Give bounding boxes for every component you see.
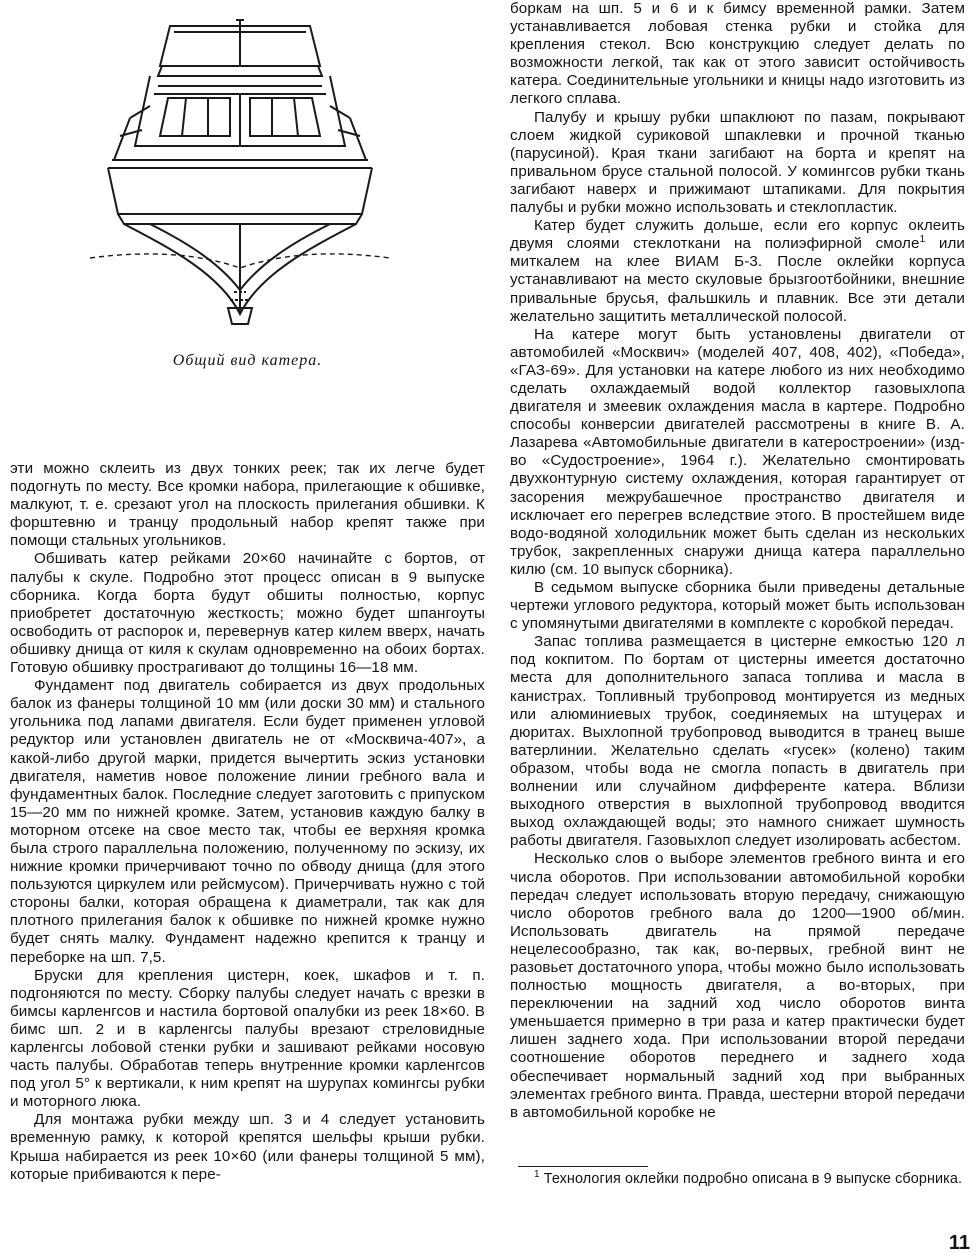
footnote-reference: 1 xyxy=(919,234,926,246)
right-paragraph-2: Палубу и крышу рубки шпаклюют по пазам, покрывают слоем жидкой суриковой шпаклевки и прочной тканью (парусиной). Края ткани загибают на борта и крепят на привальном брусе стальной полосой. У комингсов рубки ткань загибают наверх и прижимают штапиками. Для покрытия палубы и рубки можно использовать и стеклопластик. xyxy=(510,108,965,217)
right-paragraph-7: Несколько слов о выборе элементов гребного винта и его числа оборотов. При использовании автомобильной коробки передач следует использовать вторую передачу, снижающую число оборотов гребного вала до 1200—1900 об/мин. Использовать двигатель на прямой передаче нецелесообразно, так как, во-первых, гребной винт не разовьет достаточного упора, чтобы можно было использовать полностью мощность двигателя, а во-вторых, при переключении на задний ход число оборотов винта уменьшается примерно в три раза и катер практически будет лишен заднего хода. При использовании второй передачи соотношение оборотов переднего и заднего хода обеспечивает нормальный задний ход при выбранных элементах гребного винта. Правда, шестерни второй передачи в автомобильной коробке не xyxy=(510,850,965,1121)
right-paragraph-3 xyxy=(510,217,965,326)
footnote-mark: 1 xyxy=(534,1169,540,1181)
boat-front-view-drawing xyxy=(90,18,390,328)
left-paragraph-4: Бруски для крепления цистерн, коек, шкафов и т. п. подгоняются по месту. Сборку палубы следует начать с врезки в бимсы карленгсов и настила бортовой опалубки из реек 18×60. В бимс шп. 2 и в карленгсы палубы врезают стреловидные карленгсы лобовой стенки рубки и зашивают рейками носовую часть палубы. Обработав теперь внутренние кромки карленгсов под угол 5° к вертикали, к ним крепят на шурупах комингсы рубки и моторного люка. xyxy=(10,966,485,1111)
left-column xyxy=(10,0,485,1184)
figure-caption: Общий вид катера. xyxy=(172,352,323,369)
footnote-divider xyxy=(518,1166,648,1167)
footnote-text: Технология оклейки подробно описана в 9 выпуске сборника. xyxy=(539,1170,963,1187)
boat-figure xyxy=(10,0,485,460)
left-paragraph-3: Фундамент под двигатель собирается из двух продольных балок из фанеры толщиной 10 мм (или доски 30 мм) и стального угольника под лапами двигателя. Если будет применен угловой редуктор или установлен двигатель не от «Москвича-407», а какой-либо другой марки, придется вычертить эскиз установки двигателя, наметив новое положение линии гребного вала и фундаментных балок. Последние следует заготовить с припуском 15—20 мм по нижней кромке. Затем, установив каждую балку в моторном отсеке на свое место так, чтобы ее верхняя кромка была строго параллельна положению, полученному по эскизу, их нижние кромки причерчивают точно по обводу днища (для этого пользуются циркулем или рейсмусом). Причерчивать нужно с той стороны балки, которая обращена к диаметрали, так как для плотного прилегания балок к обшивке по нижней кромке нужно будет снять малку. Фундамент надежно крепится к транцу и переборке на шп. 7,5. xyxy=(10,677,485,966)
right-paragraph-6: Запас топлива размещается в цистерне емкостью 120 л под кокпитом. По бортам от цистерны имеется достаточно места для дополнительного запаса топлива и масла в канистрах. Топливный трубопровод монтируется из медных или алюминиевых трубок, соединяемых на штуцерах и дюритах. Выхлопной трубопровод выводится в транец выше ватерлинии. Желательно сделать «гусек» (колено) таким образом, чтобы вода не смогла попасть в двигатель при волнении или случайном дифференте катера. Вблизи выходного отверстия в выхлопной трубопровод вводится выход охлаждающей воды; это намного снижает шумность работы двигателя. Газовыхлоп следует изолировать асбестом. xyxy=(510,633,965,850)
right-paragraph-3-text-a: Катер будет служить дольше, если его корпус оклеить двумя слоями стеклоткани на полиэфирной смоле xyxy=(510,217,965,253)
left-paragraph-1: эти можно склеить из двух тонких реек; так их легче будет подогнуть по месту. Все кромки набора, прилегающие к обшивке, малкуют, т. е. срезают угол на плоскость прилегания обшивки. К форштевню и транцу продольный набор крепят также при помощи стальных угольников. xyxy=(10,460,485,550)
left-paragraph-5: Для монтажа рубки между шп. 3 и 4 следует установить временную рамку, к которой крепятся шельфы крыши рубки. Крыша набирается из реек 10×60 (или фанеры толщиной 5 мм), которые прибиваются к пере- xyxy=(10,1111,485,1183)
right-paragraph-3-text-b: или миткалем на клее ВИАМ Б-3. После оклейки корпуса устанавливают на место скуловые брызгоотбойники, внешние привальные брусья, фальшкиль и плавник. Все эти детали желательно защитить металлической полосой. xyxy=(510,235,965,325)
left-paragraph-2: Обшивать катер рейками 20×60 начинайте с бортов, от палубы к скуле. Подробно этот процесс описан в 9 выпуске сборника. Когда борта будут обшиты полностью, корпус приобретет достаточную жесткость; можно будет шпангоуты освободить от распорок и, перевернув катер килем вверх, начать обшивку днища от киля к скулам одновременно на обоих бортах. Готовую обшивку прострагивают до толщины 16—18 мм. xyxy=(10,550,485,677)
footnote xyxy=(510,1171,965,1189)
right-column xyxy=(510,0,965,1188)
right-paragraph-5: В седьмом выпуске сборника были приведены детальные чертежи углового редуктора, который может быть использован с упомянутыми двигателями в комплекте с коробкой передач. xyxy=(510,579,965,633)
right-paragraph-1: боркам на шп. 5 и 6 и к бимсу временной рамки. Затем устанавливается лобовая стенка рубки и стойка для крепления стекол. Всю конструкцию следует делать по возможности легкой, так как от этого зависит остойчивость катера. Соединительные угольники и кницы надо изготовить из легкого сплава. xyxy=(510,0,965,108)
right-paragraph-4: На катере могут быть установлены двигатели от автомобилей «Москвич» (моделей 407, 408, 402), «Победа», «ГАЗ-69». Для установки на катере любого из них необходимо сделать охлаждаемый водой коллектор газовыхлопа двигателя и змеевик охлаждения масла в картере. Подробно способы конверсии двигателей рассмотрены в книге В. А. Лазарева «Автомобильные двигатели в катеростроении» (изд-во «Судостроение», 1964 г.). Желательно смонтировать двухконтурную систему охлаждения, которая гарантирует от засорения межрубашечное пространство двигателя и исключает его перегрев вследствие этого. В простейшем виде водо-водяной холодильник может быть сделан из нескольких трубок, закрепленных снаружи днища катера параллельно килю (см. 10 выпуск сборника). xyxy=(510,325,965,578)
page-number: 11 xyxy=(948,1232,970,1254)
